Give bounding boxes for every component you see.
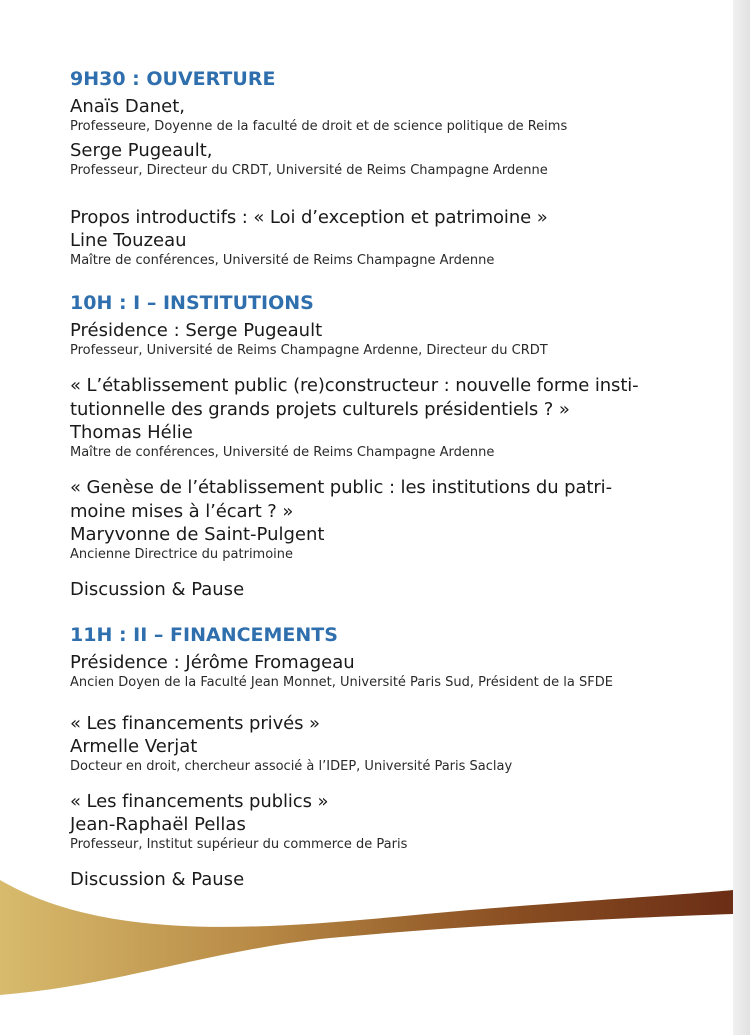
speaker-role: Maître de conférences, Université de Reims Champagne Ardenne bbox=[70, 445, 495, 460]
speaker-name: Jean-Raphaël Pellas bbox=[70, 814, 246, 835]
speaker-role: Ancienne Directrice du patrimoine bbox=[70, 547, 294, 562]
section-title-institutions: 10H : I – INSTITUTIONS bbox=[70, 292, 314, 314]
speaker-name: Maryvonne de Saint-Pulgent bbox=[70, 524, 325, 545]
talk-title: « Les financements publics » bbox=[70, 791, 329, 812]
speaker-role: Professeur, Directeur du CRDT, Université de Reims Champagne Ardenne bbox=[70, 163, 548, 178]
talk-title-line: tutionnelle des grands projets culturels présidentiels ? » bbox=[70, 399, 570, 420]
talk-title-line: « L’établissement public (re)constructeur : nouvelle forme insti- bbox=[70, 375, 639, 396]
speaker-role: Docteur en droit, chercheur associé à l’IDEP, Université Paris Saclay bbox=[70, 759, 513, 774]
speaker-role: Professeure, Doyenne de la faculté de droit et de science politique de Reims bbox=[70, 119, 568, 134]
section-title-financements: 11H : II – FINANCEMENTS bbox=[70, 624, 338, 646]
program-content bbox=[70, 66, 710, 892]
speaker-name: Line Touzeau bbox=[70, 230, 187, 251]
speaker-name: Thomas Hélie bbox=[70, 422, 193, 443]
talk-title: Propos introductifs : « Loi d’exception et patrimoine » bbox=[70, 207, 548, 228]
talk-title-line: moine mises à l’écart ? » bbox=[70, 501, 294, 522]
chair-role: Ancien Doyen de la Faculté Jean Monnet, Université Paris Sud, Président de la SFDE bbox=[70, 675, 613, 690]
chair-name: Présidence : Jérôme Fromageau bbox=[70, 652, 355, 673]
talk-title-line: « Genèse de l’établissement public : les institutions du patri- bbox=[70, 477, 612, 498]
talk-title: « Les financements privés » bbox=[70, 713, 320, 734]
speaker-name: Anaïs Danet, bbox=[70, 96, 186, 117]
page-edge-shadow bbox=[733, 0, 750, 1035]
speaker-name: Armelle Verjat bbox=[70, 736, 198, 757]
chair-name: Présidence : Serge Pugeault bbox=[70, 320, 323, 341]
discussion-pause: Discussion & Pause bbox=[70, 869, 245, 890]
speaker-role: Professeur, Institut supérieur du commerce de Paris bbox=[70, 837, 408, 852]
speaker-role: Maître de conférences, Université de Reims Champagne Ardenne bbox=[70, 253, 495, 268]
speaker-name: Serge Pugeault, bbox=[70, 140, 213, 161]
chair-role: Professeur, Université de Reims Champagne Ardenne, Directeur du CRDT bbox=[70, 343, 548, 358]
section-title-ouverture: 9H30 : OUVERTURE bbox=[70, 68, 276, 90]
discussion-pause: Discussion & Pause bbox=[70, 579, 245, 600]
